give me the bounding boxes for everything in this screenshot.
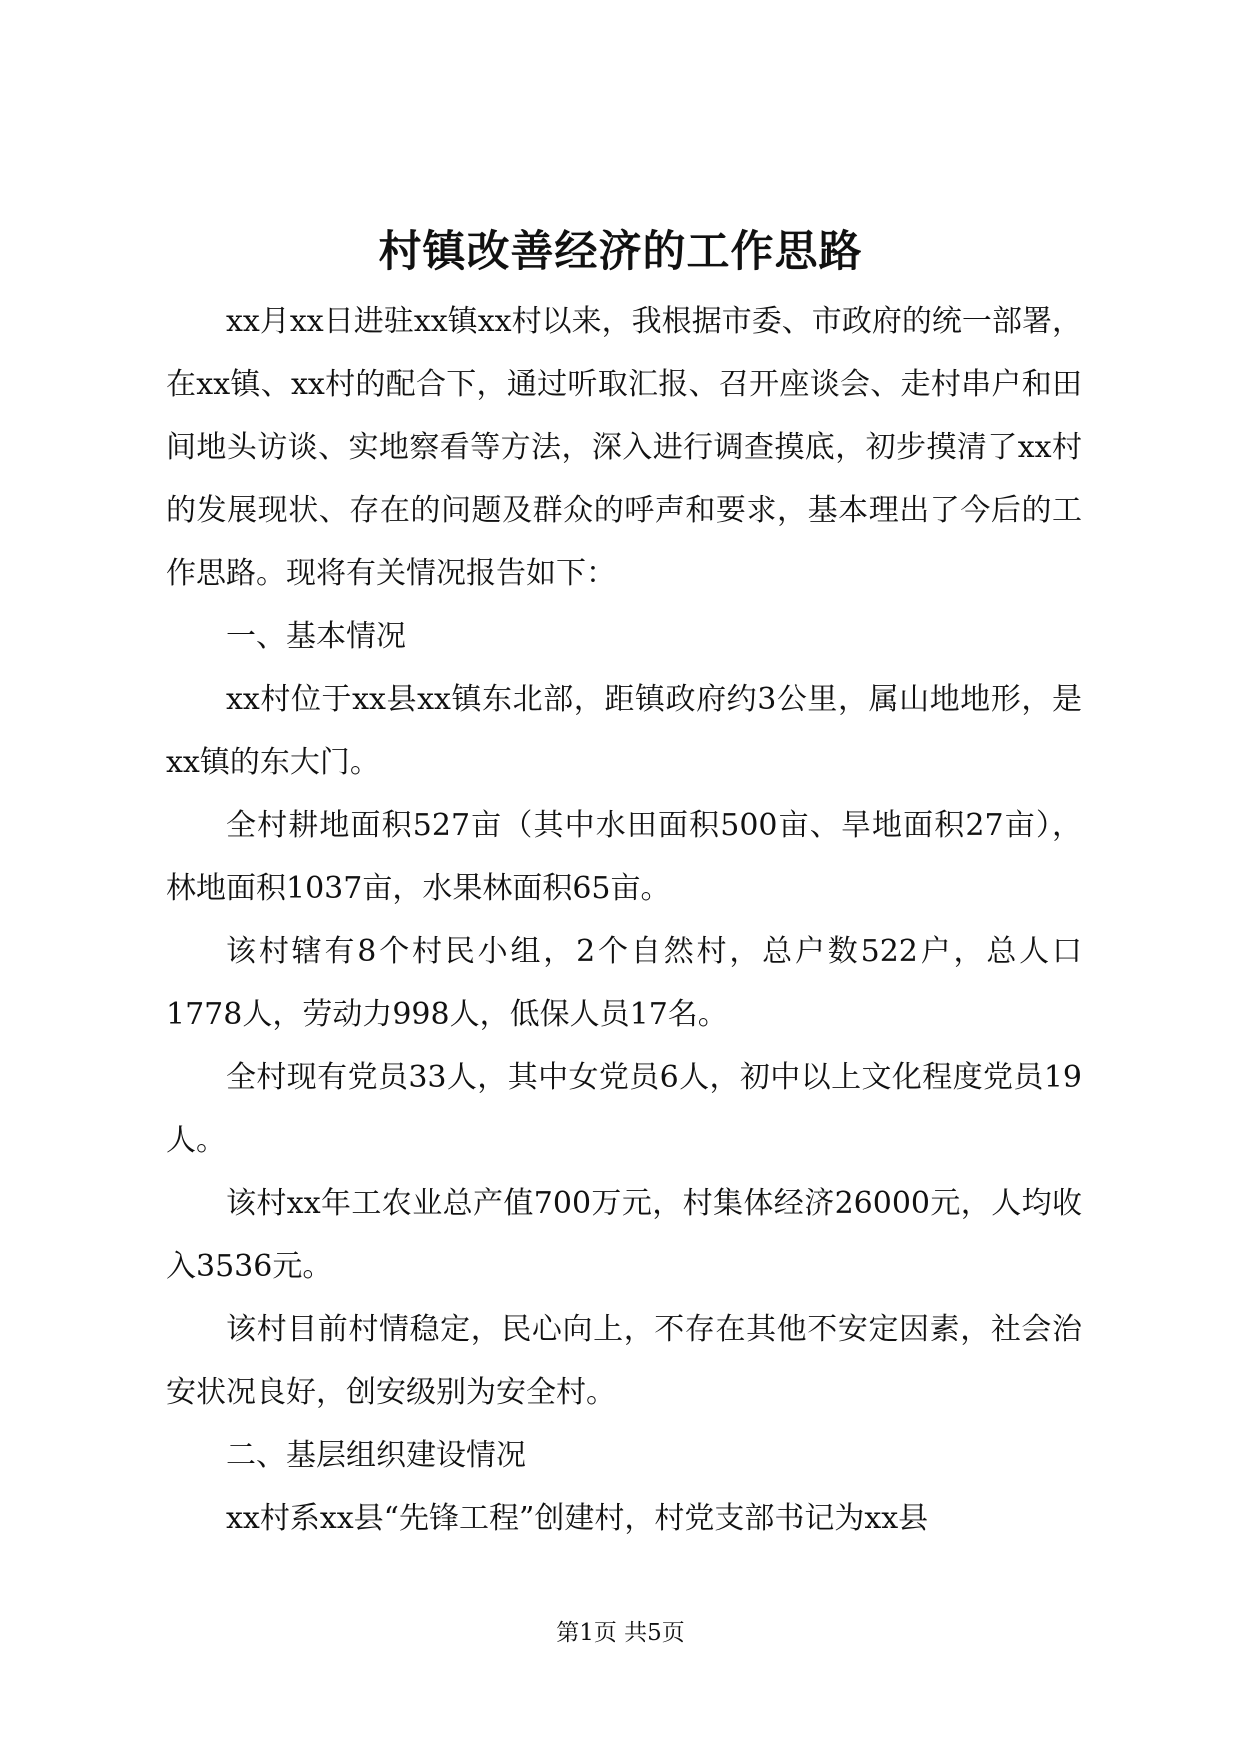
paragraph: xx村系xx县“先锋工程”创建村，村党支部书记为xx县	[226, 1501, 929, 1536]
paragraph: xx村位于xx县xx镇东北部，距镇政府约3公里，属山地地形，是xx镇的东大门。	[166, 682, 1082, 780]
paragraph: 全村现有党员33人，其中女党员6人，初中以上文化程度党员19人。	[166, 1060, 1082, 1158]
paragraph: 该村xx年工农业总产值700万元，村集体经济26000元，人均收入3536元。	[166, 1186, 1082, 1284]
section-heading: 二、基层组织建设情况	[226, 1438, 526, 1473]
document-body	[166, 290, 1082, 1550]
paragraph: 全村耕地面积527亩（其中水田面积500亩、旱地面积27亩），林地面积1037亩，水果林面积65亩。	[166, 808, 1082, 906]
paragraph: 该村辖有8个村民小组，2个自然村，总户数522户，总人口1778人，劳动力998人，低保人员17名。	[166, 934, 1082, 1032]
paragraph: xx月xx日进驻xx镇xx村以来，我根据市委、市政府的统一部署，在xx镇、xx村的配合下，通过听取汇报、召开座谈会、走村串户和田间地头访谈、实地察看等方法，深入进行调查摸底，初步摸清了xx村的发展现状、存在的问题及群众的呼声和要求，基本理出了今后的工作思路。现将有关情况报告如下：	[166, 304, 1082, 591]
page-footer: 第1页 共5页	[556, 1620, 685, 1646]
document-title: 村镇改善经济的工作思路	[378, 227, 863, 277]
paragraph: 该村目前村情稳定，民心向上，不存在其他不安定因素，社会治安状况良好，创安级别为安全村。	[166, 1312, 1082, 1410]
section-heading: 一、基本情况	[226, 619, 406, 654]
